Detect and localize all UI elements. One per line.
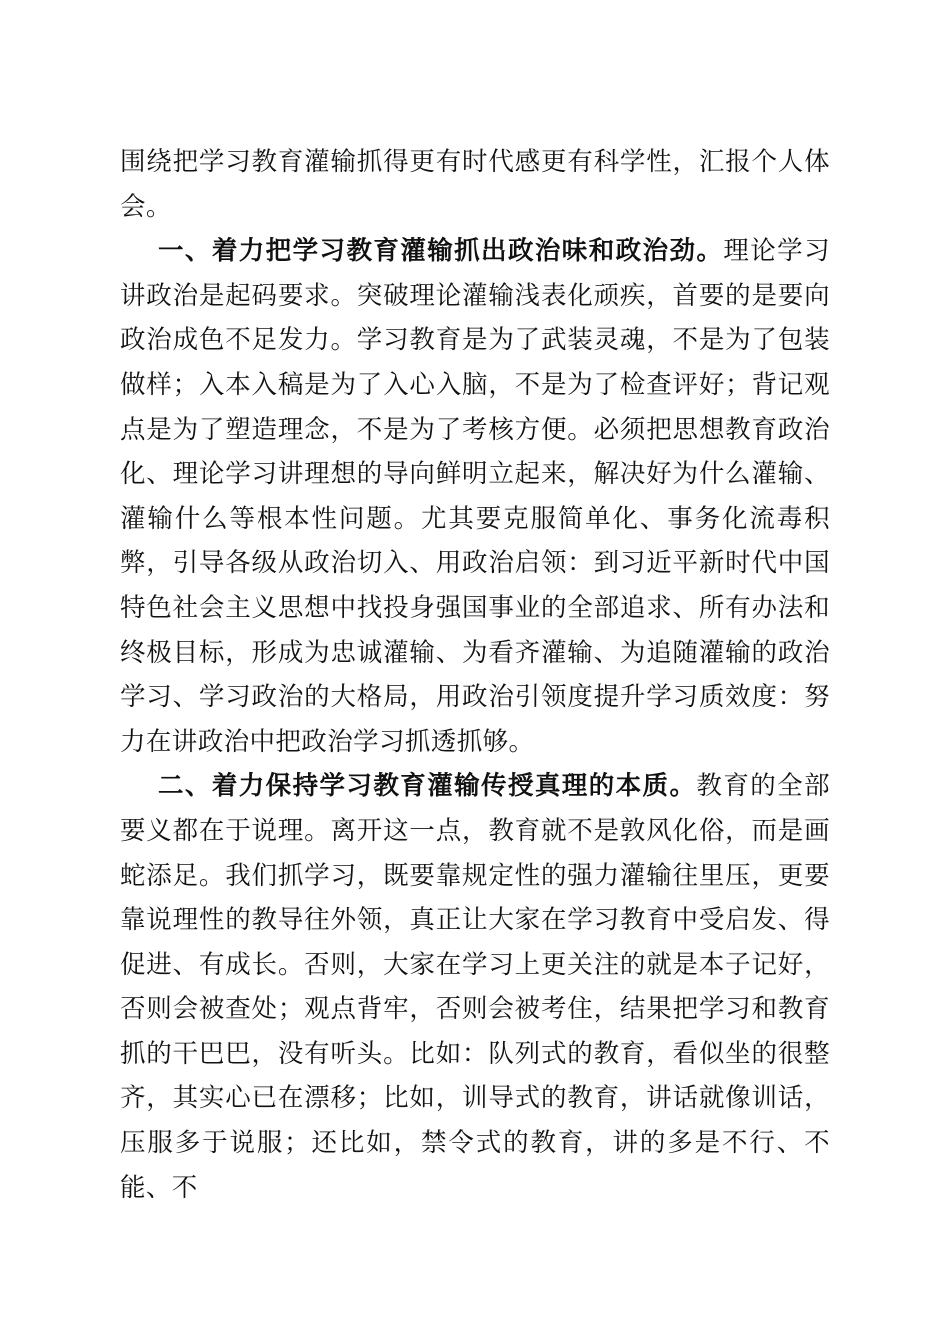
section-heading-1: 一、着力把学习教育灌输抓出政治味和政治劲。 [158,236,724,267]
section-paragraph-1 [120,229,830,764]
section-paragraph-2 [120,764,830,1210]
section-body-1: 理论学习讲政治是起码要求。突破理论灌输浅表化顽疾，首要的是要向政治成色不足发力。学习教育是为了武装灵魂，不是为了包装做样；入本入稿是为了入心入脑，不是为了检查评好；背记观点是为了塑造理念，不是为了考核方便。必须把思想教育政治化、理论学习讲理想的导向鲜明立起来，解决好为什么灌输、灌输什么等根本性问题。尤其要克服简单化、事务化流毒积弊，引导各级从政治切入、用政治启领：到习近平新时代中国特色社会主义思想中找投身强国事业的全部追求、所有办法和终极目标，形成为忠诚灌输、为看齐灌输、为追随灌输的政治学习、学习政治的大格局，用政治引领度提升学习质效度：努力在讲政治中把政治学习抓透抓够。 [120,236,830,757]
intro-paragraph: 围绕把学习教育灌输抓得更有时代感更有科学性，汇报个人体会。 [120,147,830,222]
document-page [120,140,830,1210]
section-body-2: 教育的全部要义都在于说理。离开这一点，教育就不是敦风化俗，而是画蛇添足。我们抓学习，既要靠规定性的强力灌输往里压，更要靠说理性的教导往外领，真正让大家在学习教育中受启发、得促进、有成长。否则，大家在学习上更关注的就是本子记好，否则会被查处；观点背牢，否则会被考住，结果把学习和教育抓的干巴巴，没有听头。比如：队列式的教育，看似坐的很整齐，其实心已在漂移；比如，训导式的教育，讲话就像训话，压服多于说服；还比如，禁令式的教育，讲的多是不行、不能、不 [120,771,830,1203]
section-heading-2: 二、着力保持学习教育灌输传授真理的本质。 [158,771,697,802]
